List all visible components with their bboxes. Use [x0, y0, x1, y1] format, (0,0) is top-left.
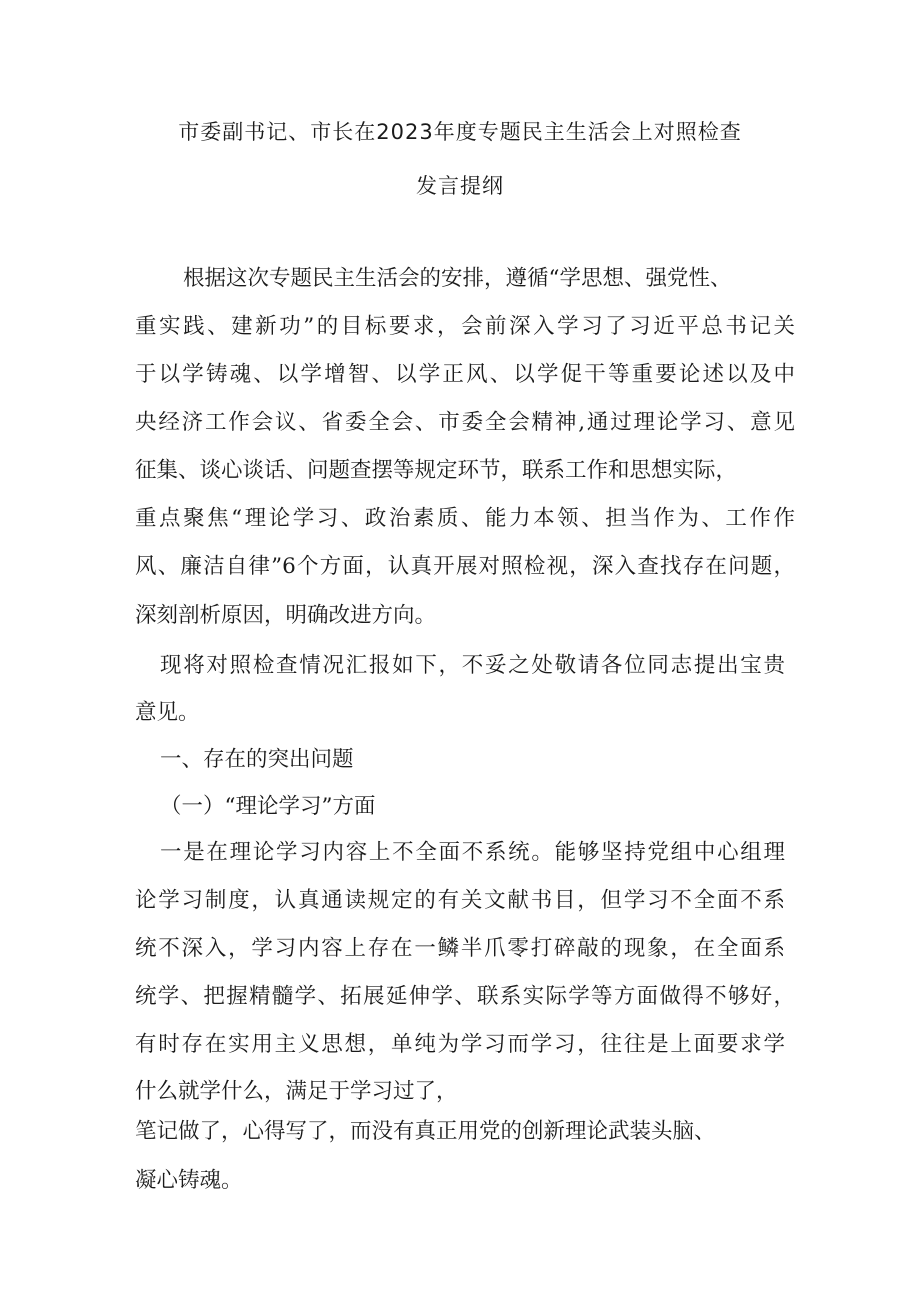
paragraph-line: 央经济工作会议、省委全会、市委全会精神,通过理论学习、意见: [135, 410, 795, 435]
paragraph-line: 现将对照检查情况汇报如下，不妥之处敬请各位同志提出宝贵: [160, 653, 785, 678]
paragraph-line: 统学、把握精髓学、拓展延伸学、联系实际学等方面做得不够好，: [135, 984, 795, 1009]
paragraph-line: 统不深入，学习内容上存在一鳞半爪零打碎敲的现象，在全面系: [135, 936, 785, 961]
paragraph-line: 论学习制度，认真通读规定的有关文献书目，但学习不全面不系: [135, 888, 785, 913]
paragraph-line: 有时存在实用主义思想，单纯为学习而学习，往往是上面要求学: [135, 1032, 785, 1057]
subsection-heading: （一）“理论学习”方面: [160, 794, 376, 819]
paragraph-line: 风、廉洁自律”6个方面，认真开展对照检视，深入查找存在问题，: [135, 554, 795, 579]
paragraph-line: 重点聚焦“理论学习、政治素质、能力本领、担当作为、工作作: [135, 506, 795, 531]
paragraph-line: 一是在理论学习内容上不全面不系统。能够坚持党组中心组理: [160, 840, 785, 865]
section-heading: 一、存在的突出问题: [160, 747, 354, 772]
document-title-line-2: 发言提纲: [416, 174, 504, 198]
paragraph-line: 凝心铸魂。: [135, 1168, 243, 1193]
paragraph-line: 于以学铸魂、以学增智、以学正风、以学促干等重要论述以及中: [135, 362, 795, 387]
paragraph-line: 征集、谈心谈话、问题查摆等规定环节，联系工作和思想实际，: [135, 458, 738, 483]
paragraph-line: 根据这次专题民主生活会的安排，遵循“学思想、强党性、: [183, 266, 732, 291]
paragraph-line: 重实践、建新功”的目标要求，会前深入学习了习近平总书记关: [135, 314, 795, 339]
paragraph-line: 笔记做了，心得写了，而没有真正用党的创新理论武装头脑、: [135, 1119, 716, 1144]
document-title-line-1: 市委副书记、市长在2023年度专题民主生活会上对照检查: [178, 120, 742, 144]
paragraph-line: 什么就学什么，满足于学习过了，: [135, 1079, 458, 1104]
paragraph-line: 深刻剖析原因，明确改进方向。: [135, 603, 437, 628]
paragraph-line: 意见。: [135, 700, 200, 725]
